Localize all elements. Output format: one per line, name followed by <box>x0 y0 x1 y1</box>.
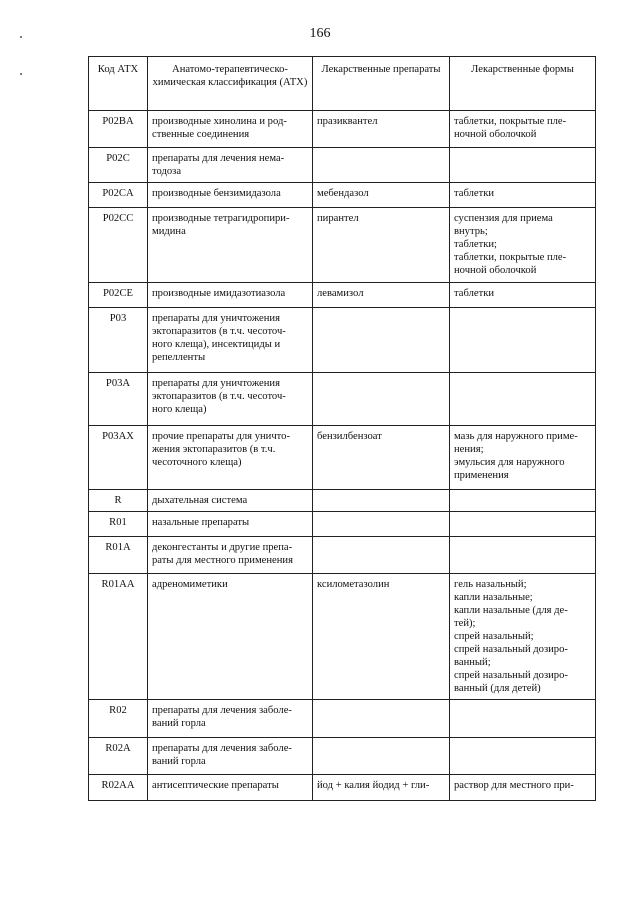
table-row <box>89 738 596 775</box>
classification-line: препараты для лечения заболе- <box>152 705 292 716</box>
forms-line: эмульсия для наружного <box>454 457 565 468</box>
classification-line: эктопаразитов (в т.ч. чесоточ- <box>152 326 286 337</box>
forms-line: таблетки <box>454 188 495 199</box>
forms-line: ночной оболочкой <box>454 129 537 140</box>
forms-line: капли назальные; <box>454 592 533 603</box>
forms-line: спрей назальный дозиро- <box>454 644 568 655</box>
table-row <box>89 426 596 490</box>
drug-cell <box>313 426 450 490</box>
forms-cell <box>450 574 596 700</box>
classification-line: жения эктопаразитов (в т.ч. <box>152 444 276 455</box>
drug-cell <box>313 490 450 512</box>
atx-code: R01A <box>89 537 148 574</box>
header-classification: Анатомо-терапевтическо-химическая классификация (АТХ) <box>148 57 313 111</box>
drug-line: бензилбензоат <box>317 431 382 442</box>
table-row <box>89 283 596 308</box>
forms-cell <box>450 148 596 183</box>
atx-code: R01AA <box>89 574 148 700</box>
table-row <box>89 512 596 537</box>
atx-table <box>88 56 596 801</box>
classification-line: ваний горла <box>152 756 206 767</box>
atx-code: P02CC <box>89 208 148 283</box>
classification-cell <box>148 308 313 373</box>
forms-cell <box>450 373 596 426</box>
classification-line: препараты для уничтожения <box>152 313 280 324</box>
forms-line: внутрь; <box>454 226 488 237</box>
forms-line: таблетки, покрытые пле- <box>454 116 567 127</box>
table-row <box>89 373 596 426</box>
classification-cell <box>148 208 313 283</box>
header-forms: Лекарственные формы <box>450 57 596 111</box>
drug-line: празиквантел <box>317 116 378 127</box>
forms-line: капли назальные (для де- <box>454 605 568 616</box>
drug-line: мебендазол <box>317 188 369 199</box>
drug-cell <box>313 111 450 148</box>
classification-line: деконгестанты и другие препа- <box>152 542 293 553</box>
atx-code: P03AX <box>89 426 148 490</box>
atx-code: R01 <box>89 512 148 537</box>
classification-line: тодоза <box>152 166 182 177</box>
classification-cell <box>148 426 313 490</box>
atx-code: R02A <box>89 738 148 775</box>
table-row <box>89 537 596 574</box>
forms-cell <box>450 700 596 738</box>
classification-cell <box>148 537 313 574</box>
forms-line: мазь для наружного приме- <box>454 431 578 442</box>
drug-line: левамизол <box>317 288 364 299</box>
drug-cell <box>313 183 450 208</box>
page-number: 166 <box>309 26 331 41</box>
classification-line: мидина <box>152 226 186 237</box>
classification-line: производные бензимидазола <box>152 188 281 199</box>
classification-line: производные тетрагидропири- <box>152 213 290 224</box>
classification-line: эктопаразитов (в т.ч. чесоточ- <box>152 391 286 402</box>
forms-line: таблетки, покрытые пле- <box>454 252 567 263</box>
table-row <box>89 148 596 183</box>
classification-line: ного клеща), инсектициды и <box>152 339 281 350</box>
classification-line: назальные препараты <box>152 517 250 528</box>
classification-line: препараты для лечения нема- <box>152 153 285 164</box>
classification-cell <box>148 574 313 700</box>
atx-code: P03A <box>89 373 148 426</box>
forms-line: ванный (для детей) <box>454 683 541 694</box>
drug-cell <box>313 148 450 183</box>
classification-cell <box>148 183 313 208</box>
classification-line: дыхательная система <box>152 495 248 506</box>
table-row <box>89 700 596 738</box>
forms-line: ночной оболочкой <box>454 265 537 276</box>
drug-cell <box>313 537 450 574</box>
drug-cell <box>313 308 450 373</box>
forms-line: применения <box>454 470 509 481</box>
classification-line: ственные соединения <box>152 129 250 140</box>
classification-cell <box>148 111 313 148</box>
table-row <box>89 111 596 148</box>
drug-line: йод + калия йодид + гли- <box>317 780 430 791</box>
atx-code: P02C <box>89 148 148 183</box>
classification-line: препараты для лечения заболе- <box>152 743 292 754</box>
forms-cell <box>450 537 596 574</box>
classification-line: ваний горла <box>152 718 206 729</box>
forms-cell <box>450 111 596 148</box>
forms-cell <box>450 775 596 801</box>
forms-line: нения; <box>454 444 484 455</box>
table-row <box>89 308 596 373</box>
classification-cell <box>148 373 313 426</box>
forms-cell <box>450 308 596 373</box>
classification-line: чесоточного клеща) <box>152 457 242 468</box>
classification-line: репелленты <box>152 352 206 363</box>
classification-line: адреномиметики <box>152 579 228 590</box>
forms-cell <box>450 183 596 208</box>
classification-line: производные хинолина и род- <box>152 116 287 127</box>
drug-cell <box>313 208 450 283</box>
table-row <box>89 183 596 208</box>
forms-line: гель назальный; <box>454 579 527 590</box>
drug-cell <box>313 775 450 801</box>
classification-line: ного клеща) <box>152 404 207 415</box>
header-code: Код АТХ <box>89 57 148 111</box>
classification-cell <box>148 283 313 308</box>
scan-speck <box>20 36 22 38</box>
classification-line: производные имидазотиазола <box>152 288 286 299</box>
forms-line: таблетки; <box>454 239 497 250</box>
forms-line: суспензия для приема <box>454 213 553 224</box>
classification-line: антисептические препараты <box>152 780 279 791</box>
atx-code: R02AA <box>89 775 148 801</box>
forms-line: таблетки <box>454 288 495 299</box>
table-row <box>89 775 596 801</box>
classification-line: препараты для уничтожения <box>152 378 280 389</box>
drug-cell <box>313 512 450 537</box>
forms-line: спрей назальный; <box>454 631 534 642</box>
forms-line: ванный; <box>454 657 491 668</box>
drug-cell <box>313 574 450 700</box>
atx-code: R02 <box>89 700 148 738</box>
table-header-row <box>89 57 596 111</box>
classification-line: раты для местного применения <box>152 555 293 566</box>
forms-line: тей); <box>454 618 476 629</box>
atx-code: P02CA <box>89 183 148 208</box>
atx-code: R <box>89 490 148 512</box>
drug-cell <box>313 738 450 775</box>
scan-speck <box>20 73 22 75</box>
forms-cell <box>450 512 596 537</box>
classification-cell <box>148 148 313 183</box>
forms-cell <box>450 283 596 308</box>
drug-cell <box>313 283 450 308</box>
drug-cell <box>313 700 450 738</box>
classification-cell <box>148 700 313 738</box>
forms-cell <box>450 426 596 490</box>
drug-line: пирантел <box>317 213 359 224</box>
header-drugs: Лекарственные препараты <box>313 57 450 111</box>
classification-cell <box>148 512 313 537</box>
classification-cell <box>148 490 313 512</box>
classification-cell <box>148 738 313 775</box>
drug-line: ксилометазолин <box>317 579 390 590</box>
forms-cell <box>450 738 596 775</box>
forms-cell <box>450 490 596 512</box>
atx-code: P02BA <box>89 111 148 148</box>
drug-cell <box>313 373 450 426</box>
table-row <box>89 490 596 512</box>
forms-line: спрей назальный дозиро- <box>454 670 568 681</box>
atx-code: P03 <box>89 308 148 373</box>
atx-code: P02CE <box>89 283 148 308</box>
table-body <box>89 111 596 801</box>
table-row <box>89 574 596 700</box>
forms-cell <box>450 208 596 283</box>
classification-line: прочие препараты для уничто- <box>152 431 290 442</box>
classification-cell <box>148 775 313 801</box>
table-row <box>89 208 596 283</box>
forms-line: раствор для местного при- <box>454 780 574 791</box>
